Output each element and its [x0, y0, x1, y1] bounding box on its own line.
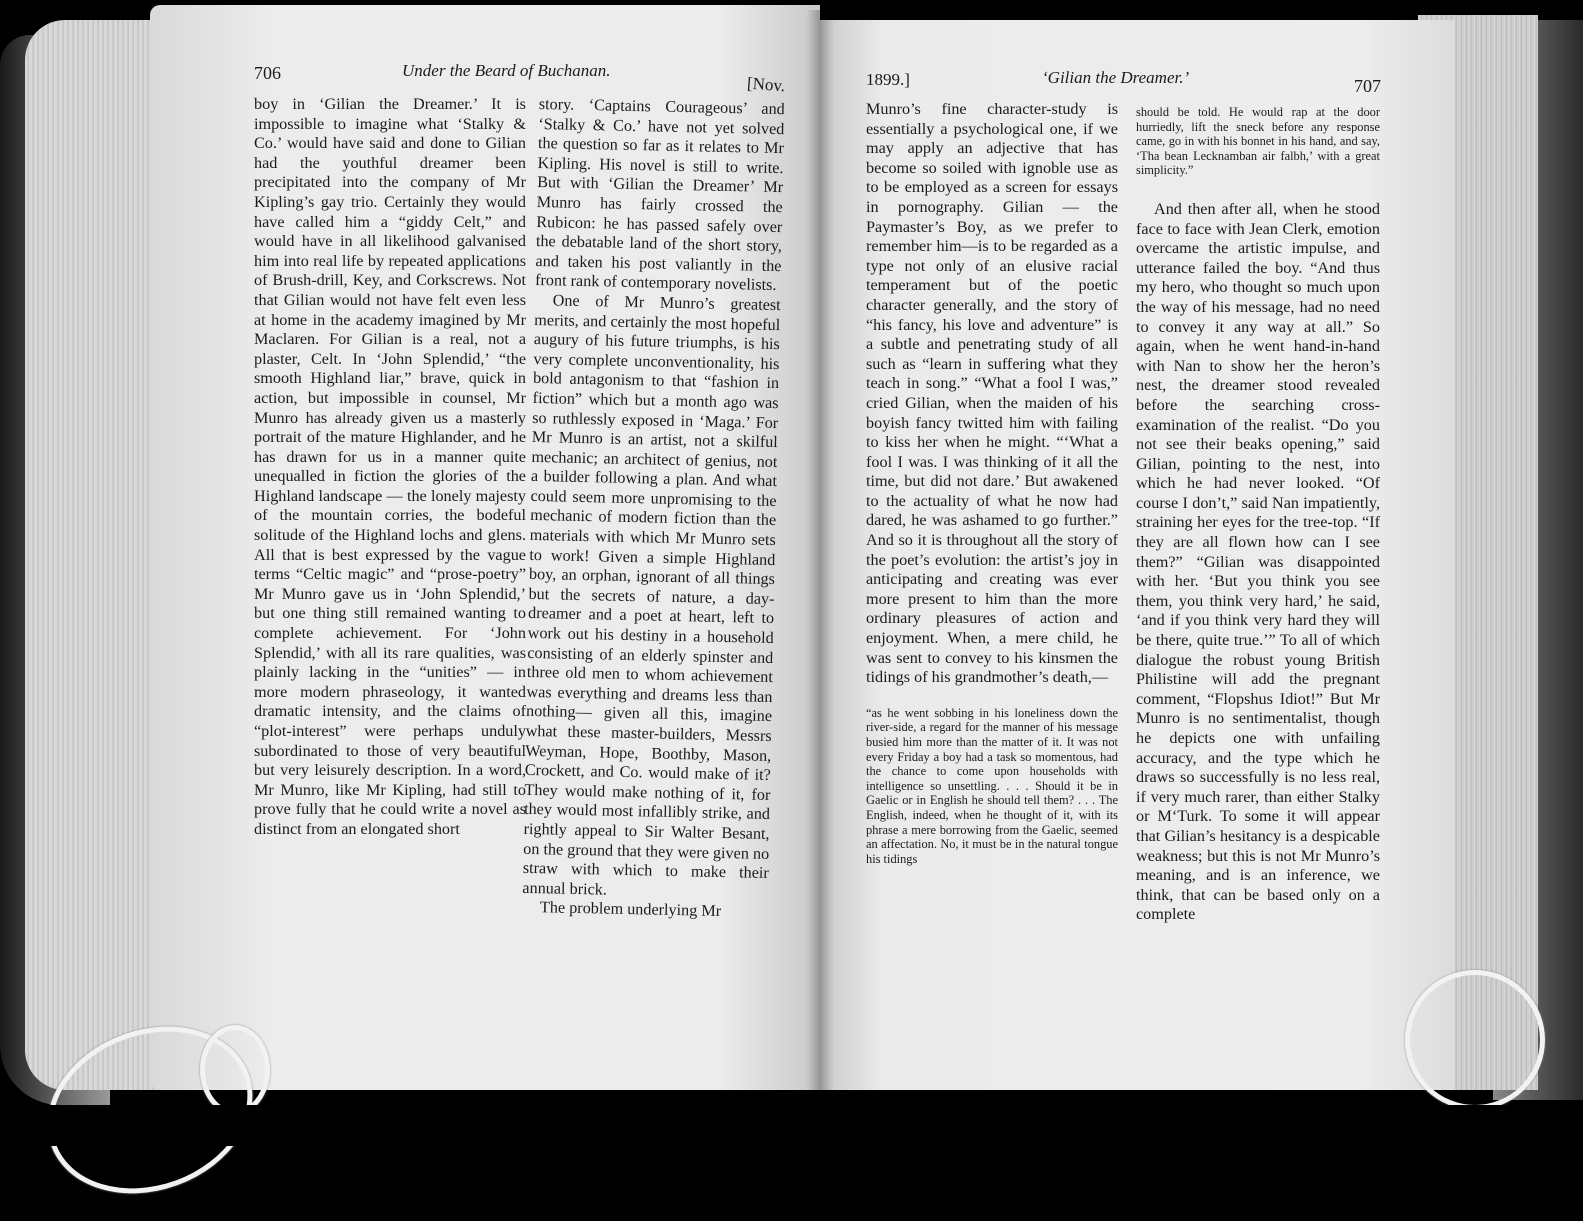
table-surface — [0, 1105, 1583, 1146]
binder-clip-left-loop — [200, 1025, 270, 1115]
paragraph: story. ‘Captains Courageous’ and ‘Stalky & Co.’ have not yet solved the question so far as it relates to Mr Kipling. His novel is still to write. But with ‘Gilian the Dreamer’ Mr Munro has fairly crossed the Rubicon: he has passed safely over the debatable land of the short story, and taken his post valiantly in the front rank of contemporary novelists. — [534, 95, 785, 295]
block-quote-continued: should be told. He would rap at the door hurriedly, lift the sneck before any response came, go in with his bonnet in his hand, and say, ‘Tha bean Lecknamban air falbh,’ with a great simplicity.” — [1136, 105, 1380, 178]
year-header: 1899.] — [866, 70, 910, 89]
book-gutter — [806, 10, 834, 1090]
running-month: [Nov. — [746, 73, 786, 96]
page-number-left: 706 — [254, 63, 281, 83]
binder-clip-right — [1405, 970, 1545, 1110]
paragraph: One of Mr Munro’s greatest merits, and certainly the most hopeful augury of his future triumphs, is his very complete unconventionality, his bold antagonism to that “fashion in fiction” which but a month ago was so ruthlessly exposed in ‘Maga.’ For Mr Munro is an artist, not a skilful mechanic; an architect of genius, not a builder following a plan. And what could seem more unpromising to the mechanic of modern fiction than the materials with which Mr Munro sets to work! Given a simple Highland boy, an orphan, ignorant of all things but the secrets of nature, a day-dreamer and a poet at heart, left to work out his destiny in a household consisting of an elderly spinster and three old men to whom achievement was everything and dreams less than nothing— given all this, imagine what these master-builders, Messrs Weyman, Hope, Boothby, Mason, Crockett, and Co. would make of it? They would make nothing of it, for they would most infallibly strike, and rightly appeal to Sir Walter Besant, on the ground that they were given no straw with which to make their annual brick. — [522, 291, 781, 899]
right-column-2 — [1136, 105, 1380, 925]
left-page — [150, 5, 820, 1090]
running-title-right: ‘Gilian the Dreamer.’ — [1042, 68, 1190, 87]
paragraph: The problem underlying Mr — [539, 898, 722, 921]
left-column-2 — [522, 95, 785, 923]
right-column-1 — [866, 100, 1118, 866]
page-number-right: 707 — [1354, 76, 1381, 96]
left-column-1 — [254, 95, 526, 840]
paragraph: Munro’s fine character-study is essentially a psychological one, if we may apply an adjective that has become so soiled with ignoble use as to be employed as a screen for essays in pornography. Gilian — the Paymaster’s Boy, as we prefer to remember him—is to be regarded as a type not only of an elusive racial temperament but of the poetic character generally, and the story of “his fancy, his love and adventure” is a subtle and penetrating study of all such as “learn in suffering what they teach in song.” “What a fool I was,” cried Gilian, when the maiden of his boyish fancy twitted him with failing to kiss her when he might. “‘What a fool I was. I was thinking of it all the time, but did not dare.’ But awakened to the actuality of what he now had dared, he was ashamed to go further.” And so it is throughout all the story of the poet’s evolution: the artist’s joy in anticipating and creating was ever more present to him than the more ordinary pleasures of action and enjoyment. When, a mere child, he was sent to convey to his kinsmen the tidings of his grandmother’s death,— — [866, 100, 1118, 687]
paragraph: And then after all, when he stood face to face with Jean Clerk, emotion overcame the artistic impulse, and utterance failed the boy. “And thus my hero, who thought so much upon the way of his message, had no need to convey it any way at all.” So again, when he went hand-in-hand with Nan to show her the heron’s nest, the dreamer stood revealed before the searching cross-examination of the realist. “Do you not see their beaks opening,” said Gilian, pointing to the nest, into which he had never looked. “Of course I don’t,” said Nan impatiently, straining her eyes for the tree-top. “If they are all flown how can I see them?” “Gilian was disappointed with her. ‘But you think you see them, you think very hard,’ he said, ‘and if you think very hard they will be there, quite true.’” To all of which dialogue the robust young British Philistine will add the pregnant comment, “Flopshus Idiot!” But Mr Munro is no sentimentalist, though he depicts one with unfailing accuracy, and the type which he draws so successfully is no less real, if very much rarer, than either Stalky or M‘Turk. To some it will appear that Gilian’s hesitancy is a despicable weakness; but this is not Mr Munro’s meaning, and is an inference, we think, that can be based only on a complete — [1136, 199, 1380, 924]
paragraph: boy in ‘Gilian the Dreamer.’ It is impossible to imagine what ‘Stalky & Co.’ would have said and done to Gilian had the youthful dreamer been precipitated into the company of Mr Kipling’s gay trio. Certainly they would have called him a “giddy Celt,” and would have in all likelihood galvanised him into real life by repeated applications of Brush-drill, Key, and Corkscrews. Not that Gilian would not have felt even less at home in the academy imagined by Mr Maclaren. For Gilian is a real, not a plaster, Celt. In ‘John Splendid,’ “the smooth Highland liar,” brave, quick in action, but impossible in counsel, Mr Munro has already given us a masterly portrait of the mature Highlander, and he has drawn for us in a manner quite unequalled in fiction the glories of the Highland landscape — the lonely majesty of the mountain corries, the bodeful solitude of the Highland lochs and glens. All that is best expressed by the vague terms “Celtic magic” and “prose-poetry” Mr Munro gave us in ‘John Splendid,’ but one thing still remained wanting to complete achievement. For ‘John Splendid,’ with all its rare qualities, was plainly lacking in the “unities” — in more modern phraseology, it wanted dramatic intensity, and the claims of “plot-interest” were perhaps unduly subordinated to those of very beautiful but very leisurely description. In a word, Mr Munro, like Mr Kipling, had still to prove fully that he could write a novel as distinct from an elongated short — [254, 95, 526, 838]
right-page — [820, 20, 1455, 1090]
block-quote: “as he went sobbing in his loneliness down the river-side, a regard for the manner of his message busied him more than the matter of it. It was not every Friday a boy had a task so momentous, had the chance to come upon households with intelligence so unsettling. . . . Should it be in Gaelic or in English he should tell them? . . . The English, indeed, when he thought of it, with its phrase a mere borrowing from the Gaelic, seemed an affectation. No, it must be in the natural tongue his tidings — [866, 705, 1118, 866]
running-title-left: Under the Beard of Buchanan. — [402, 61, 611, 80]
